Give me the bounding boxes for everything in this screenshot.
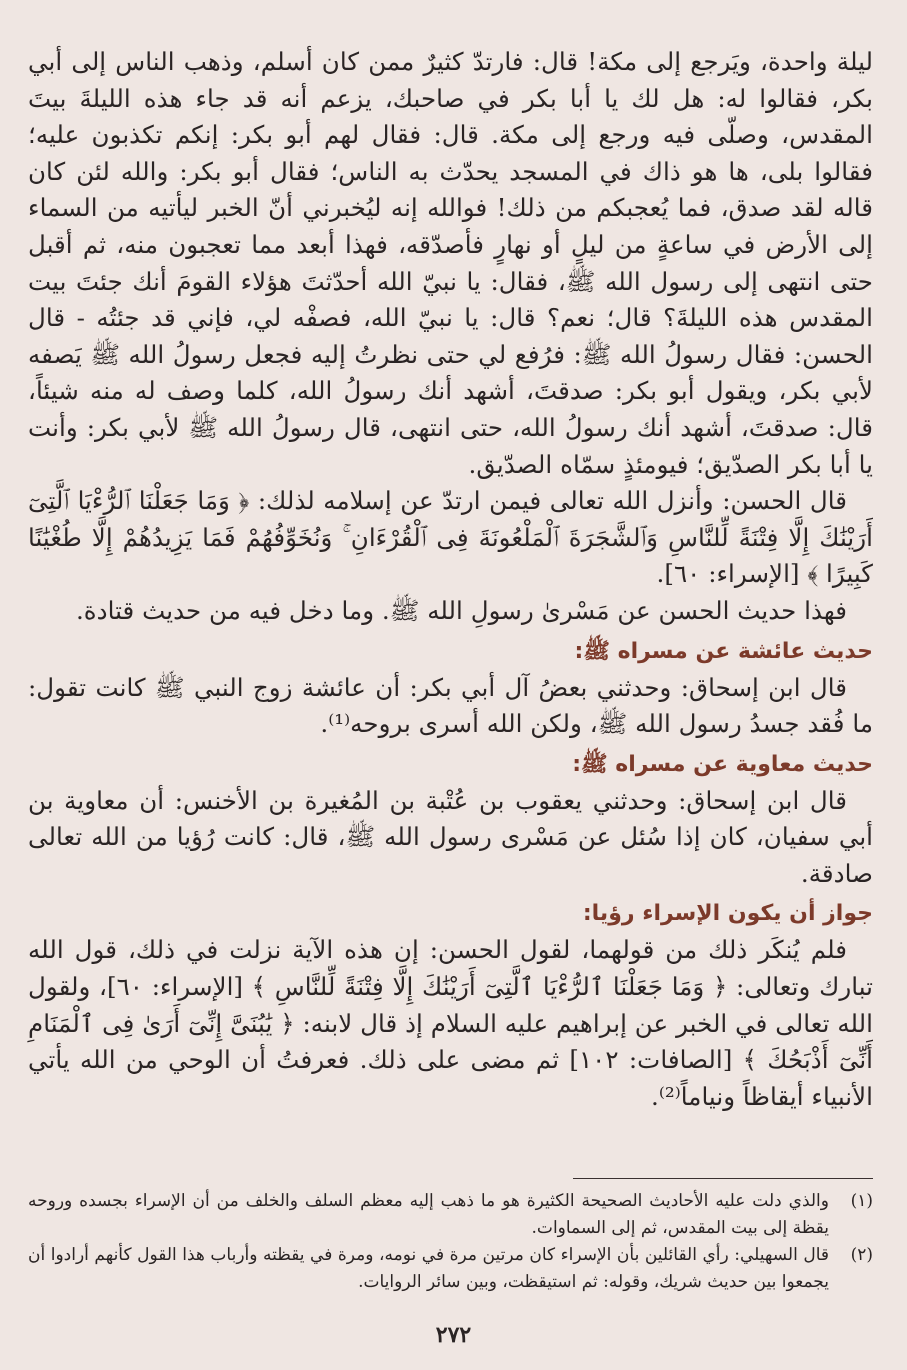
paragraph-al-hasan-verse: قال الحسن: وأنزل الله تعالى فيمن ارتدّ عن إسلامه لذلك: ﴿ وَمَا جَعَلْنَا ٱلرُّءْيَا ٱلَّتِىٓ أَرَيْنَٰكَ إِلَّا فِتْنَةً لِّلنَّاسِ وَٱلشَّجَرَةَ ٱلْمَلْعُونَةَ فِى ٱلْقُرْءَانِ ۚ وَنُخَوِّفُهُمْ فَمَا يَزِيدُهُمْ إِلَّا طُغْيَٰنًا كَبِيرًا ﴾ [الإسراء: ٦٠]. bbox=[28, 486, 873, 589]
footnote-number: (١) bbox=[850, 1191, 873, 1211]
footnote-separator bbox=[573, 1178, 873, 1179]
paragraph-muawiya-hadith: قال ابن إسحاق: وحدثني يعقوب بن عُتْبة بن المُغيرة بن الأخنس: أن معاوية بن أبي سفيان، كان إذا سُئل عن مَسْرى رسول الله ﷺ، قال: كانت رُؤيا من الله تعالى صادقة. bbox=[28, 785, 873, 888]
paragraph-closing: فلم يُنكَر ذلك من قولهما، لقول الحسن: إن هذه الآية نزلت في ذلك، قول الله تبارك وتعالى: ﴿ وَمَا جَعَلْنَا ٱلرُّءْيَا ٱلَّتِىٓ أَرَيْنَٰكَ إِلَّا فِتْنَةً لِّلنَّاسِ ﴾ [الإسراء: ٦٠]، ولقول الله تعالى في الخبر عن إبراهيم عليه السلام إذ قال لابنه: ﴿ يَٰبُنَىَّ إِنِّىٓ أَرَىٰ فِى ٱلْمَنَامِ أَنِّىٓ أَذْبَحُكَ ﴾ [الصافات: ١٠٢] ثم مضى على ذلك. فعرفتُ أن الوحي من الله يأتي الأنبياء أيقاظاً ونياماً⁽²⁾. bbox=[28, 935, 873, 1111]
section-heading-isra-dream: جواز أن يكون الإسراء رؤيا: bbox=[582, 901, 873, 927]
footnote-text: والذي دلت عليه الأحاديث الصحيحة الكثيرة هو ما ذهب إليه معظم السلف والخلف من أن الإسراء بجسده وروحه يقظة إلى بيت المقدس، ثم إلى السماوات. bbox=[28, 1191, 829, 1238]
paragraph-hasan-summary: فهذا حديث الحسن عن مَسْرىٰ رسولِ الله ﷺ. وما دخل فيه من حديث قتادة. bbox=[75, 595, 847, 625]
footnote-2 bbox=[28, 1242, 873, 1296]
page-number: ٢٧٢ bbox=[435, 1322, 472, 1348]
footnote-number: (٢) bbox=[850, 1245, 873, 1265]
section-heading-aisha: حديث عائشة عن مسراه ﷺ: bbox=[574, 638, 873, 664]
paragraph-abu-bakr-story: ليلة واحدة، ويَرجع إلى مكة! قال: فارتدّ كثيرٌ ممن كان أسلم، وذهب الناس إلى أبي بكر، فقالوا له: هل لك يا أبا بكر في صاحبك، يزعم أنه قد جاء هذه الليلةَ بيتَ المقدس، وصلّى فيه ورجع إلى مكة. قال: فقال لهم أبو بكر: إنكم تكذبون عليه؛ فقالوا بلى، ها هو ذاك في المسجد يحدّث به الناس؛ فقال أبو بكر: والله لئن كان قاله لقد صدق، فما يُعجبكم من ذلك! فوالله إنه ليُخبرني أنّ الخبر ليأتيه من السماء إلى الأرض في ساعةٍ من ليلٍ أو نهارٍ فأصدّقه، فهذا أبعد مما تعجبون منه، ثم أقبل حتى انتهى إلى رسول الله ﷺ، فقال: يا نبيّ الله أحدّثتَ هؤلاء القومَ أنك جئتَ بيت المقدس هذه الليلةَ؟ قال؛ نعم؟ قال: يا نبيّ الله، فصفْه لي، فإني قد جئتُه - قال الحسن: فقال رسولُ الله ﷺ: فرُفع لي حتى نظرتُ إليه فجعل رسولُ الله ﷺ يَصفه لأبي بكر، ويقول أبو بكر: صدقتَ، أشهد أنك رسولُ الله، كلما وصف له منه شيئاً، قال: صدقتَ، أشهد أنك رسولُ الله، حتى انتهى، قال رسولُ الله ﷺ لأبي بكر: وأنت يا أبا بكر الصدّيق؛ فيومئذٍ سمّاه الصدّيق. bbox=[28, 47, 873, 479]
footnotes bbox=[28, 1188, 873, 1296]
footnote-text: قال السهيلي: رأي القائلين بأن الإسراء كان مرتين مرة في نومه، ومرة في يقظته وأرباب هذا القول كأنهم أرادوا أن يجمعوا بين حديث شريك، وقوله: ثم استيقظت، وبين سائر الروايات. bbox=[28, 1245, 829, 1292]
footnote-1 bbox=[28, 1188, 873, 1242]
paragraph-aisha-hadith: قال ابن إسحاق: وحدثني بعضُ آل أبي بكر: أن عائشة زوج النبي ﷺ كانت تقول: ما فُقد جسدُ رسول الله ﷺ، ولكن الله أسرى بروحه⁽¹⁾. bbox=[28, 672, 873, 739]
section-heading-muawiya: حديث معاوية عن مسراه ﷺ: bbox=[572, 751, 873, 777]
main-text bbox=[28, 44, 873, 1115]
